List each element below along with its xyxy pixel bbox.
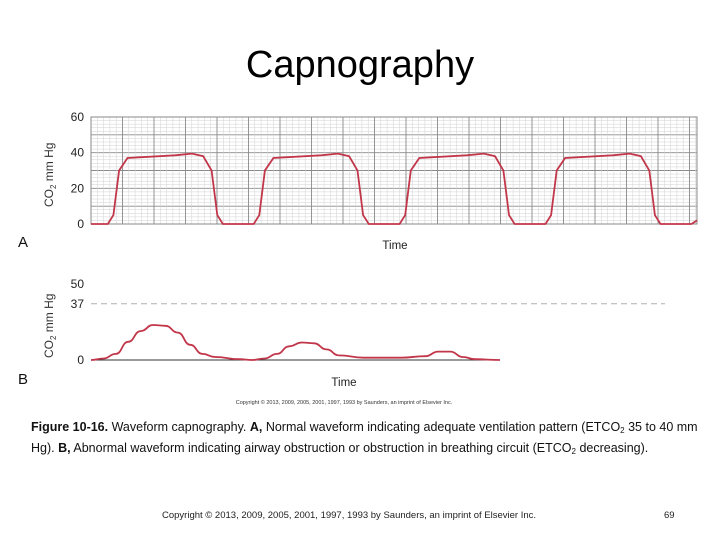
- caption-text-3: 35 to 40 mm Hg).: [31, 420, 698, 455]
- grid-a: [91, 117, 697, 224]
- y-tick-label-a: 40: [70, 145, 84, 160]
- caption-text-5: decreasing).: [575, 440, 649, 455]
- panel-b-letter: B: [18, 371, 29, 388]
- y-axis-label-a: $CO_2$ mm Hg: [42, 142, 58, 207]
- caption-text-4: Abnormal waveform indicating airway obstruction or obstruction in breathing circuit (ETCO: [70, 440, 572, 455]
- x-axis-label-a: Time: [382, 240, 408, 252]
- y-tick-label-b: 0: [77, 353, 84, 367]
- caption-text-2: Normal waveform indicating adequate ventilation pattern (ETCO: [262, 420, 621, 434]
- figure-caption: [31, 419, 701, 460]
- waveform-line-b: [91, 325, 500, 360]
- caption-sub-1: 2: [620, 426, 625, 435]
- page-number: 69: [664, 510, 675, 521]
- caption-label-a: A,: [249, 420, 263, 434]
- caption-sub-2: 2: [571, 446, 576, 456]
- y-tick-label-a: 20: [70, 181, 84, 196]
- figure-copyright: Copyright © 2013, 2009, 2005, 2001, 1997, 1993 by Saunders, an imprint of Elsevier Inc.: [235, 400, 453, 406]
- chart-panel-a: [42, 110, 697, 252]
- y-ticks-b: [71, 277, 85, 367]
- slide-title: Capnography: [245, 44, 475, 86]
- y-tick-label-b: 50: [70, 277, 84, 291]
- x-axis-label-b: Time: [331, 377, 357, 389]
- chart-panel-b: [42, 277, 665, 389]
- panel-a-letter: A: [18, 234, 29, 251]
- caption-text-1: Waveform capnography.: [108, 420, 250, 434]
- y-axis-label-b: $CO_2$ mm Hg: [42, 293, 58, 358]
- footer-copyright: Copyright © 2013, 2009, 2005, 2001, 1997, 1993 by Saunders, an imprint of Elsevier Inc.: [162, 510, 537, 521]
- y-tick-label-a: 60: [70, 110, 84, 124]
- y-tick-label-a: 0: [77, 217, 84, 231]
- caption-figure-label: Figure 10-16.: [31, 420, 109, 434]
- y-ticks-a: [71, 110, 85, 231]
- caption-label-b: B,: [58, 440, 71, 455]
- y-tick-label-b: 37: [70, 296, 84, 311]
